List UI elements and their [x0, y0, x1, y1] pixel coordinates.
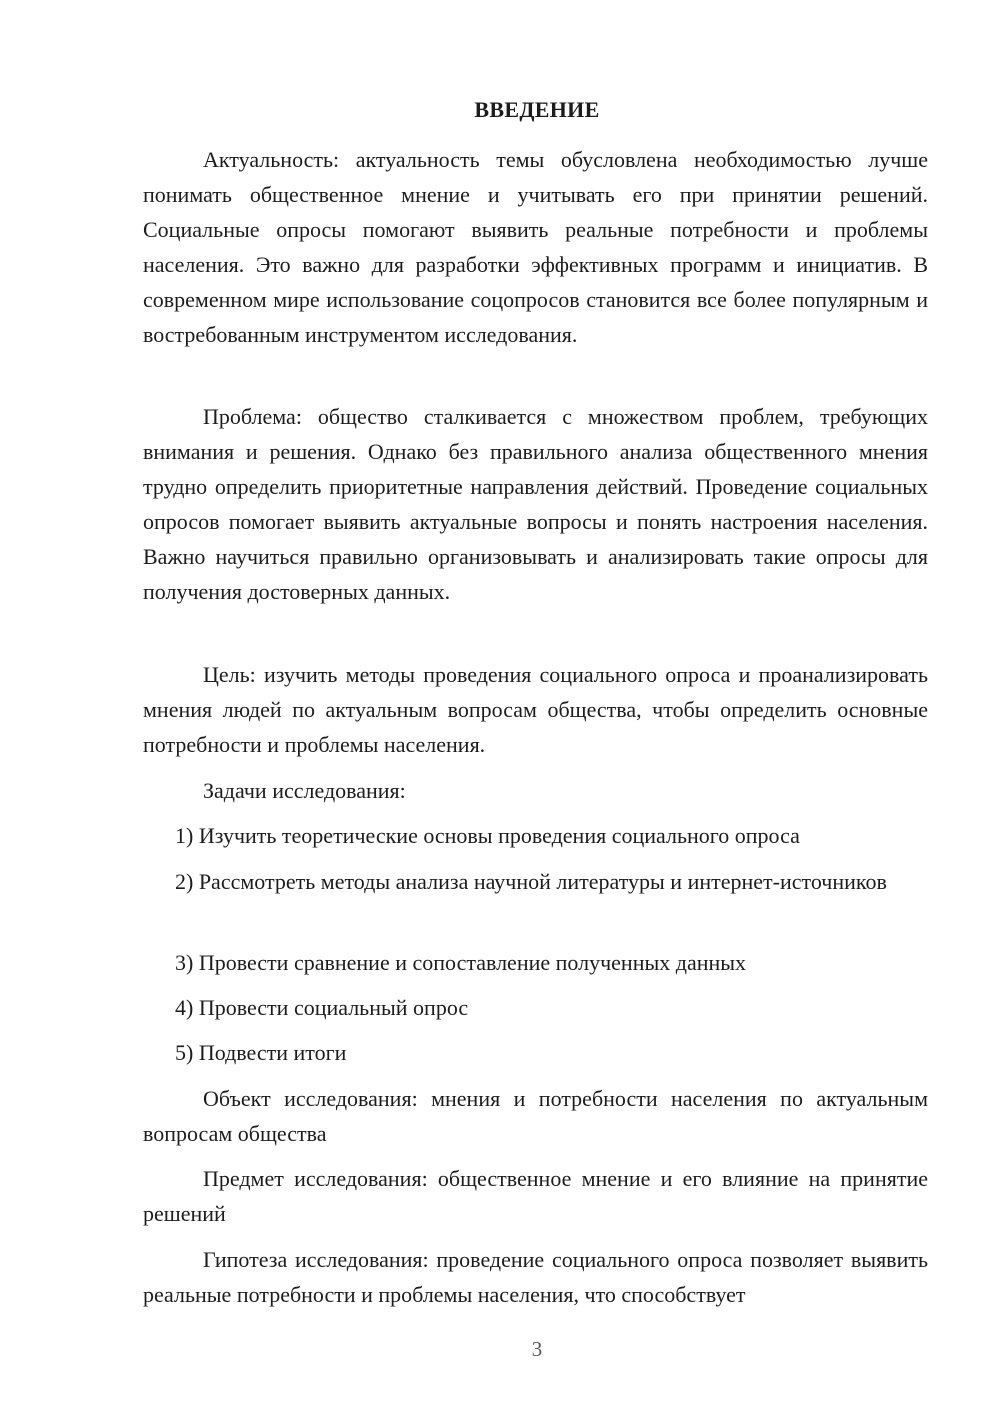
page-number: 3 [531, 1337, 543, 1361]
paragraph-object: Объект исследования: мнения и потребности населения по актуальным вопросам общества [143, 1086, 928, 1146]
section-title: ВВЕДЕНИЕ [474, 97, 600, 122]
paragraph-problem: Проблема: общество сталкивается с множеством проблем, требующих внимания и решения. Однако без правильного анализа общественного мнения трудно определить приоритетные направления действий. Проведение социальных опросов помогает выявить актуальные вопросы и понять настроения населения. Важно научиться правильно организовывать и анализировать такие опросы для получения достоверных данных. [143, 404, 928, 604]
task-item-1: 1) Изучить теоретические основы проведения социального опроса [175, 823, 800, 848]
tasks-heading: Задачи исследования: [203, 778, 406, 803]
paragraph-hypothesis: Гипотеза исследования: проведение социального опроса позволяет выявить реальные потребности и проблемы населения, что способствует [143, 1247, 928, 1307]
task-item-4: 4) Провести социальный опрос [175, 995, 469, 1020]
paragraph-subject: Предмет исследования: общественное мнение и его влияние на принятие решений [143, 1166, 928, 1226]
paragraph-goal: Цель: изучить методы проведения социального опроса и проанализировать мнения людей по актуальным вопросам общества, чтобы определить основные потребности и проблемы населения. [143, 662, 928, 757]
task-item-5: 5) Подвести итоги [175, 1040, 347, 1065]
task-item-2: 2) Рассмотреть методы анализа научной литературы и интернет-источников [175, 869, 887, 894]
paragraph-relevance: Актуальность: актуальность темы обусловлена необходимостью лучше понимать общественное мнение и учитывать его при принятии решений. Социальные опросы помогают выявить реальные потребности и проблемы населения. Это важно для разработки эффективных программ и инициатив. В современном мире использование соцопросов становится все более популярным и востребованным инструментом исследования. [143, 147, 928, 347]
task-item-3: 3) Провести сравнение и сопоставление полученных данных [175, 950, 747, 975]
